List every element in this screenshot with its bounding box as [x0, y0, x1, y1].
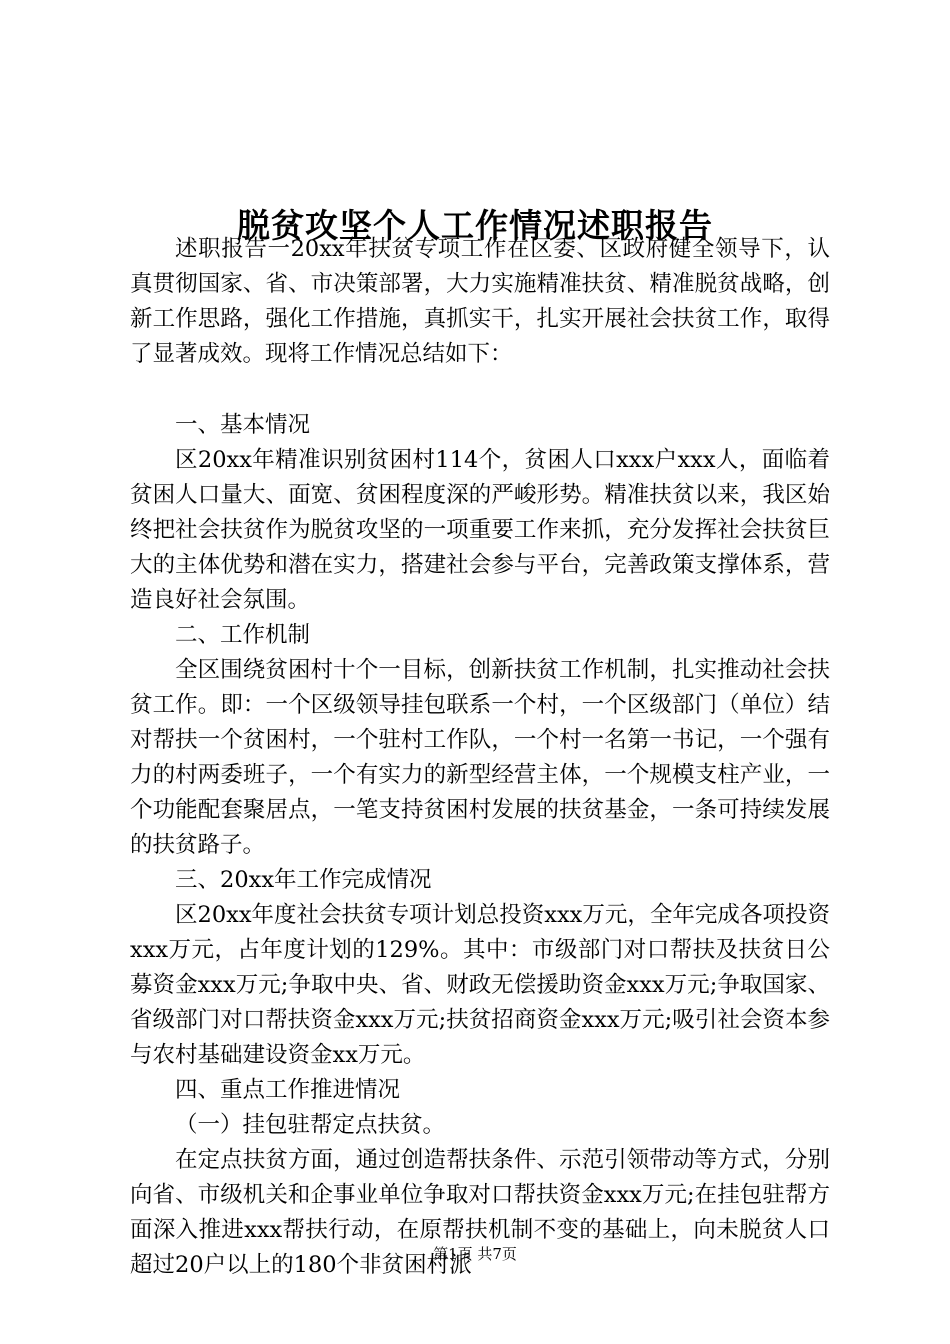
section-heading-work-mechanism: 二、工作机制 [175, 622, 311, 648]
subsection-heading-fixed-point: （一）挂包驻帮定点扶贫。 [175, 1112, 446, 1138]
paragraph-spacer [130, 372, 830, 408]
intro-paragraph: 述职报告一20xx年扶贫专项工作在区委、区政府健全领导下，认真贯彻国家、省、市决策部署，大力实施精准扶贫、精准脱贫战略，创新工作思路，强化工作措施，真抓实干，扎实开展社会扶贫工作，取得了显著成效。现将工作情况总结如下： [130, 236, 830, 367]
page-footer: 第1页 共7页 [433, 1245, 517, 1263]
document-body [130, 232, 830, 1283]
section-heading-basic-situation: 一、基本情况 [175, 412, 311, 438]
subsection-paragraph-fixed-point: 在定点扶贫方面，通过创造帮扶条件、示范引领带动等方式，分别向省、市级机关和企事业单位争取对口帮扶资金xxx万元;在挂包驻帮方面深入推进xxx帮扶行动，在原帮扶机制不变的基础上，向未脱贫人口超过20户以上的180个非贫困村派 [130, 1147, 830, 1278]
section-paragraph-basic-situation: 区20xx年精准识别贫困村114个，贫困人口xxx户xxx人，面临着贫困人口量大、面宽、贫困程度深的严峻形势。精准扶贫以来，我区始终把社会扶贫作为脱贫攻坚的一项重要工作来抓，充分发挥社会扶贫巨大的主体优势和潜在实力，搭建社会参与平台，完善政策支撑体系，营造良好社会氛围。 [130, 447, 830, 613]
section-heading-key-work: 四、重点工作推进情况 [175, 1077, 401, 1103]
section-paragraph-completion: 区20xx年度社会扶贫专项计划总投资xxx万元，全年完成各项投资xxx万元，占年度计划的129%。其中：市级部门对口帮扶及扶贫日公募资金xxx万元;争取中央、省、财政无偿援助资金xxx万元;争取国家、省级部门对口帮扶资金xxx万元;扶贫招商资金xxx万元;吸引社会资本参与农村基础建设资金xx万元。 [130, 902, 830, 1068]
section-paragraph-work-mechanism: 全区围绕贫困村十个一目标，创新扶贫工作机制，扎实推动社会扶贫工作。即：一个区级领导挂包联系一个村，一个区级部门（单位）结对帮扶一个贫困村，一个驻村工作队，一个村一名第一书记，一个强有力的村两委班子，一个有实力的新型经营主体，一个规模支柱产业，一个功能配套聚居点，一笔支持贫困村发展的扶贫基金，一条可持续发展的扶贫路子。 [130, 657, 830, 858]
document-title: 脱贫攻坚个人工作情况述职报告 [237, 206, 713, 246]
section-heading-completion: 三、20xx年工作完成情况 [175, 867, 432, 893]
